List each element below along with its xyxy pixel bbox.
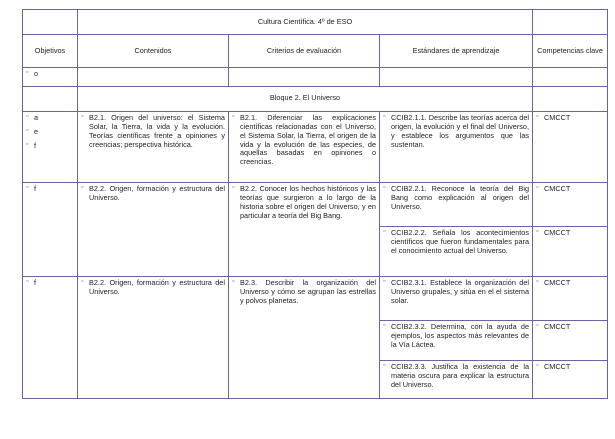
- header-criterios: Criterios de evaluación: [229, 35, 380, 68]
- estandar-text: ▫ CCIB2.3.2. Determina, con la ayuda de ejemplos, los aspectos más relevantes de la Vía Láctea.: [383, 323, 529, 350]
- competencia-cell: [533, 320, 608, 360]
- table-row: [23, 111, 608, 182]
- empty-cell: [380, 68, 533, 87]
- objetivo-item: ▫ f: [26, 279, 74, 288]
- column-header-row: [23, 35, 608, 68]
- estandar-cell: [380, 320, 533, 360]
- competencia-text: ▫ CMCCT: [536, 114, 604, 123]
- header-objetivos: Objetivos: [23, 35, 78, 68]
- criterio-text: ▫ B2.2. Conocer los hechos históricos y las teorías que surgieron a lo largo de la historia sobre el origen del Universo, y en particular a teoría del Big Bang.: [232, 185, 376, 221]
- competencia-cell: [533, 226, 608, 276]
- criterio-cell: [229, 111, 380, 182]
- header-competencias: Competencias clave: [533, 35, 608, 68]
- criterio-text: ▫ B2.3. Describir la organización del Universo y cómo se agrupan las estrellas y polvos planetas.: [232, 279, 376, 306]
- estandar-text: ▫ CCIB2.3.3. Justifica la existencia de la materia oscura para explicar la estructura del Universo.: [383, 363, 529, 390]
- competencia-text: ▫ CMCCT: [536, 229, 604, 238]
- estandar-text: ▫ CCIB2.3.1. Establece la organización del Universo grupales, y sitúa en el el sistema solar.: [383, 279, 529, 306]
- objetivos-cell: [23, 276, 78, 398]
- competencia-text: ▫ CMCCT: [536, 323, 604, 332]
- bloque-left-empty-cell: [23, 86, 78, 111]
- competencia-cell: [533, 182, 608, 226]
- contenido-cell: [78, 276, 229, 398]
- bloque-row: [23, 86, 608, 111]
- table-title: Cultura Científica. 4º de ESO: [78, 10, 533, 35]
- criterio-text: ▫ B2.1. Diferenciar las explicaciones científicas relacionadas con el Universo, el Sistema Solar, la Tierra, el origen de la vida y la evolución de las especies, de aquellas basadas en opiniones o creencias.: [232, 114, 376, 167]
- header-contenidos: Contenidos: [78, 35, 229, 68]
- competencia-cell: [533, 360, 608, 398]
- objetivos-cell: [23, 182, 78, 276]
- contenido-cell: [78, 111, 229, 182]
- criterio-cell: [229, 276, 380, 398]
- objetivos-cell: [23, 111, 78, 182]
- table-row: [23, 276, 608, 320]
- estandar-text: ▫ CCIB2.1.1. Describe las teorías acerca del origen, la evolución y el final del Universo, y establece los argumentos que las sustentan.: [383, 114, 529, 150]
- table-row: [23, 182, 608, 226]
- contenido-text: ▫ B2.2. Origen, formación y estructura del Universo.: [81, 279, 225, 297]
- competencia-cell: [533, 276, 608, 320]
- empty-cell: [78, 68, 229, 87]
- competencia-cell: [533, 111, 608, 182]
- estandar-cell: [380, 182, 533, 226]
- header-estandares: Estándares de aprendizaje: [380, 35, 533, 68]
- curriculum-table: [22, 9, 608, 399]
- empty-cell: [533, 68, 608, 87]
- empty-cell: [229, 68, 380, 87]
- estandar-cell: [380, 276, 533, 320]
- criterio-cell: [229, 182, 380, 276]
- estandar-cell: [380, 226, 533, 276]
- competencia-text: ▫ CMCCT: [536, 363, 604, 372]
- competencia-text: ▫ CMCCT: [536, 279, 604, 288]
- estandar-cell: [380, 111, 533, 182]
- objetivo-item: ▫ a: [26, 114, 74, 123]
- contenido-cell: [78, 182, 229, 276]
- objetivo-item: ▫ f: [26, 185, 74, 194]
- objetivo-item: ▫ f: [26, 142, 74, 151]
- bloque-right-empty-cell: [533, 86, 608, 111]
- objective-o-row: [23, 68, 608, 87]
- objetivo-item: ▫ o: [26, 70, 74, 79]
- competencia-text: ▫ CMCCT: [536, 185, 604, 194]
- objetivo-item: ▫ e: [26, 128, 74, 137]
- objetivo-cell: [23, 68, 78, 87]
- contenido-text: ▫ B2.2. Origen, formación y estructura del Universo.: [81, 185, 225, 203]
- estandar-text: ▫ CCIB2.2.1. Reconoce la teoría del Big Bang como explicación al origen del Universo.: [383, 185, 529, 212]
- contenido-text: ▫ B2.1. Origen del universo: el Sistema Solar, la Tierra, la vida y la evolución. Teorías científicas frente a opiniones y creencias; perspectiva histórica.: [81, 114, 225, 150]
- title-row: [23, 10, 608, 35]
- title-right-empty-cell: [533, 10, 608, 35]
- estandar-text: ▫ CCIB2.2.2. Señala los acontecimientos científicos que fueron fundamentales para el conocimiento actual del Universo.: [383, 229, 529, 256]
- title-left-empty-cell: [23, 10, 78, 35]
- estandar-cell: [380, 360, 533, 398]
- bloque-heading: Bloque 2. El Universo: [78, 86, 533, 111]
- curriculum-table-container: [22, 9, 607, 399]
